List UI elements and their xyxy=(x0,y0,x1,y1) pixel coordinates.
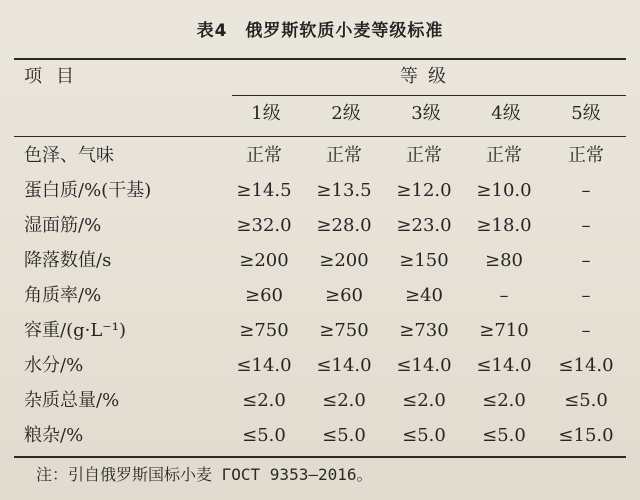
grade-2-value: 正常 xyxy=(326,145,362,166)
header-item: 项目 xyxy=(24,66,88,87)
grade-4-header: 4级 xyxy=(491,103,521,124)
grade-4-value: 正常 xyxy=(486,145,522,166)
grade-4-value: ≥80 xyxy=(485,250,523,271)
grade-5-value: – xyxy=(581,180,591,201)
grade-2-header: 2级 xyxy=(331,103,361,124)
grade-4-value: ≥10.0 xyxy=(476,180,532,201)
grade-1-value: ≥32.0 xyxy=(236,215,292,236)
grade-2-value: ≥750 xyxy=(319,320,369,341)
grade-4-value: ≤2.0 xyxy=(482,390,526,411)
grade-2-value: ≤14.0 xyxy=(316,355,372,376)
grade-3-value: ≥730 xyxy=(399,320,449,341)
grade-1-value: ≥750 xyxy=(239,320,289,341)
grade-2-value: ≤2.0 xyxy=(322,390,366,411)
grade-4-value: ≥18.0 xyxy=(476,215,532,236)
grade-1-value: ≥200 xyxy=(239,250,289,271)
grade-3-value: 正常 xyxy=(406,145,442,166)
grade-3-value: ≥40 xyxy=(405,285,443,306)
row-label: 粮杂/% xyxy=(24,425,84,446)
grade-2-value: ≥13.5 xyxy=(316,180,372,201)
grade-5-value: – xyxy=(581,320,591,341)
grade-3-value: ≥12.0 xyxy=(396,180,452,201)
grade-5-value: 正常 xyxy=(568,145,604,166)
row-label: 容重/(g·L⁻¹) xyxy=(24,320,127,341)
table-bottom-rule xyxy=(14,456,626,458)
grade-5-value: – xyxy=(581,215,591,236)
table-header-rule xyxy=(14,136,626,137)
table-title: 表4 俄罗斯软质小麦等级标准 xyxy=(196,21,444,41)
grade-1-value: ≤14.0 xyxy=(236,355,292,376)
grade-1-value: 正常 xyxy=(246,145,282,166)
grade-5-value: ≤15.0 xyxy=(558,425,614,446)
row-label: 色泽、气味 xyxy=(24,145,114,166)
grade-5-value: – xyxy=(581,285,591,306)
grade-2-value: ≥28.0 xyxy=(316,215,372,236)
grade-3-value: ≤14.0 xyxy=(396,355,452,376)
grade-1-value: ≤5.0 xyxy=(242,425,286,446)
row-label: 蛋白质/%(干基) xyxy=(24,180,152,201)
grade-3-header: 3级 xyxy=(411,103,441,124)
grade-5-value: ≤14.0 xyxy=(558,355,614,376)
grade-5-value: – xyxy=(581,250,591,271)
row-label: 降落数值/s xyxy=(24,250,112,271)
grade-2-value: ≤5.0 xyxy=(322,425,366,446)
grade-3-value: ≤2.0 xyxy=(402,390,446,411)
table-top-rule xyxy=(14,58,626,60)
table-footnote: 注：引自俄罗斯国标小麦 ГОСТ 9353—2016。 xyxy=(36,465,373,484)
header-grade: 等级 xyxy=(400,66,456,87)
grade-3-value: ≤5.0 xyxy=(402,425,446,446)
grade-4-value: ≥710 xyxy=(479,320,529,341)
grade-4-value: ≤14.0 xyxy=(476,355,532,376)
grade-1-value: ≤2.0 xyxy=(242,390,286,411)
grade-1-header: 1级 xyxy=(251,103,281,124)
grade-3-value: ≥150 xyxy=(399,250,449,271)
row-label: 湿面筋/% xyxy=(24,215,102,236)
grade-5-header: 5级 xyxy=(571,103,601,124)
grade-4-value: – xyxy=(499,285,509,306)
grade-header-rule xyxy=(232,95,626,96)
row-label: 角质率/% xyxy=(24,285,102,306)
grade-4-value: ≤5.0 xyxy=(482,425,526,446)
grade-5-value: ≤5.0 xyxy=(564,390,608,411)
grade-2-value: ≥200 xyxy=(319,250,369,271)
grade-1-value: ≥60 xyxy=(245,285,283,306)
grade-2-value: ≥60 xyxy=(325,285,363,306)
row-label: 水分/% xyxy=(24,355,84,376)
grade-1-value: ≥14.5 xyxy=(236,180,292,201)
grade-3-value: ≥23.0 xyxy=(396,215,452,236)
row-label: 杂质总量/% xyxy=(24,390,120,411)
